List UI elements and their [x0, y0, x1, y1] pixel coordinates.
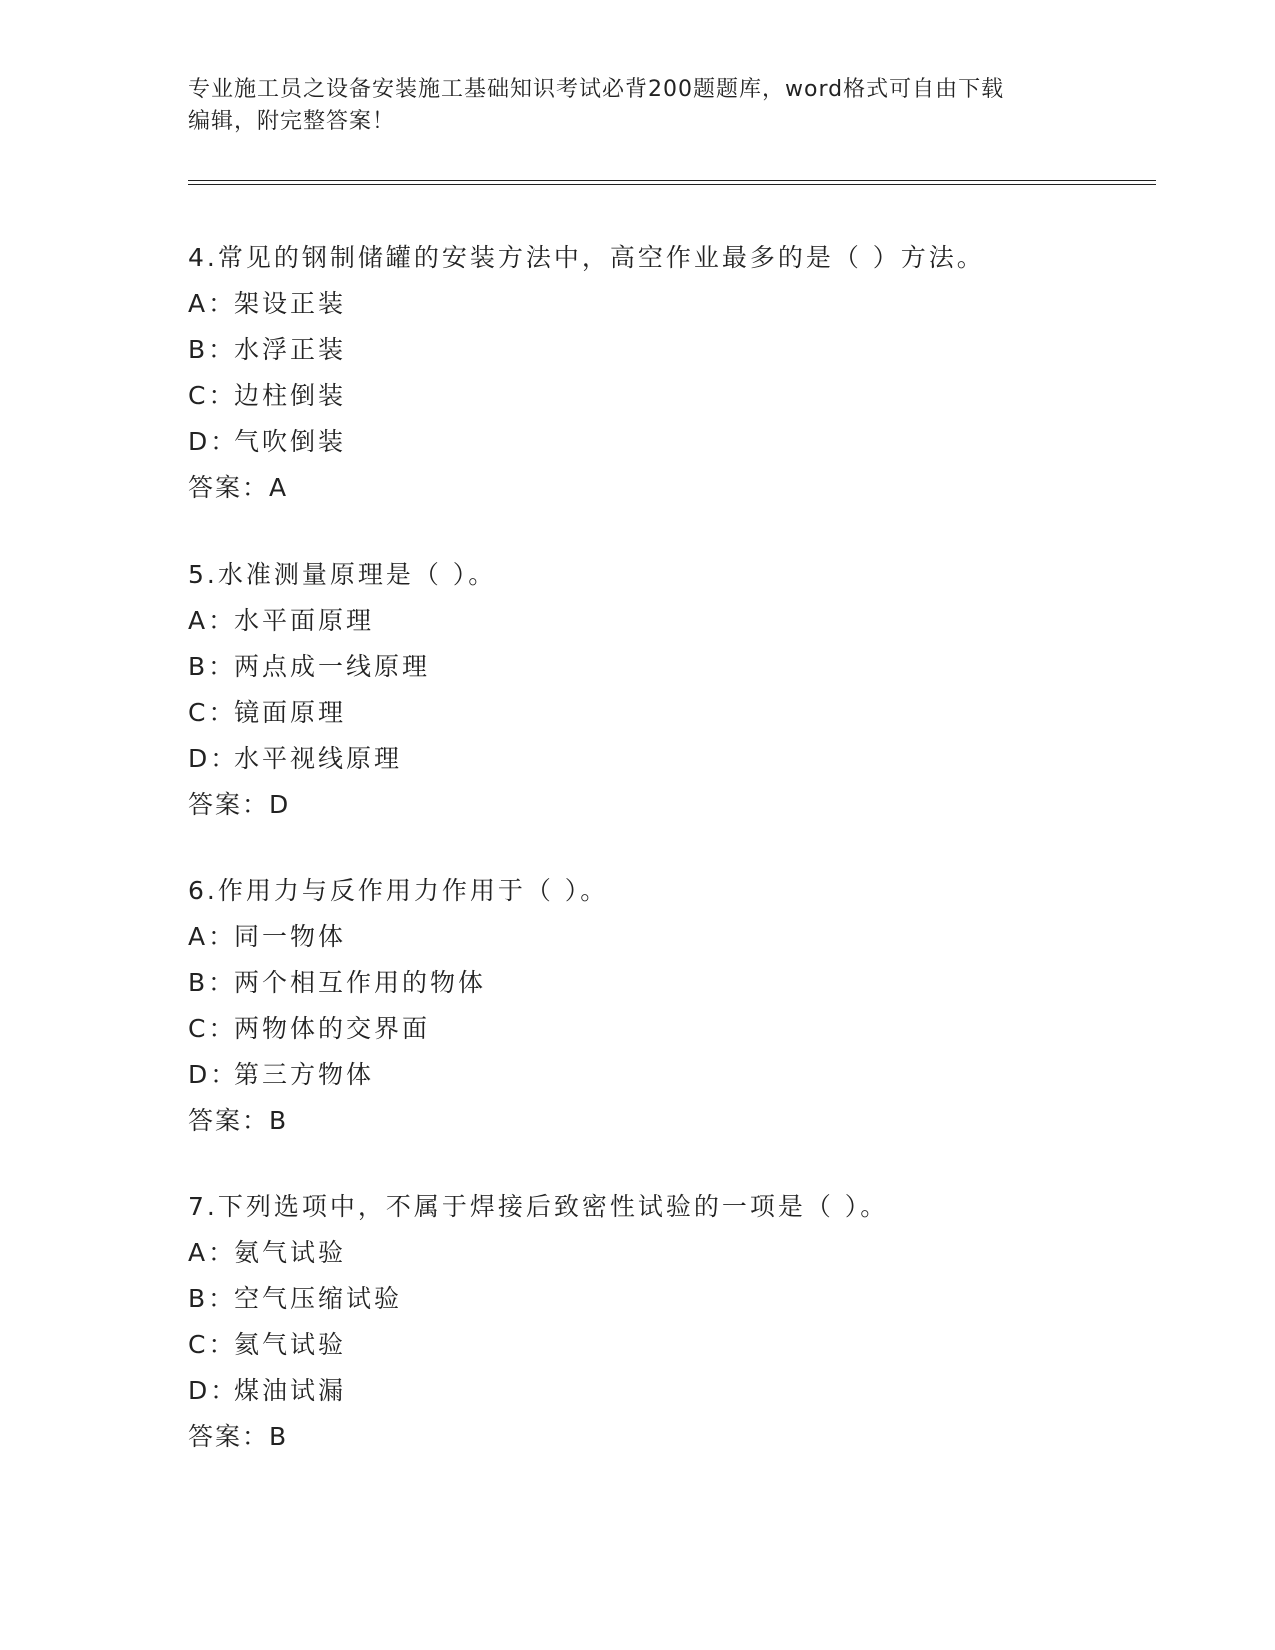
option-text: 两点成一线原理 [234, 652, 431, 681]
answer-label: 答案： [188, 473, 270, 502]
option-a [188, 1230, 1148, 1276]
question-stem: 7.下列选项中，不属于焊接后致密性试验的一项是（ ）。 [188, 1192, 889, 1221]
option-text: 水浮正装 [234, 335, 347, 364]
option-text: 氨气试验 [234, 1238, 347, 1267]
answer-label: 答案： [188, 1106, 270, 1135]
option-letter: A： [188, 922, 237, 951]
option-letter: C： [188, 698, 237, 727]
header-line-2: 编辑，附完整答案！ [188, 109, 396, 134]
option-letter: B： [188, 1284, 237, 1313]
option-letter: D： [188, 427, 239, 456]
header-divider-top [188, 180, 1156, 181]
option-text: 空气压缩试验 [234, 1284, 403, 1313]
document-header [188, 74, 1068, 138]
answer-line [188, 465, 1148, 511]
option-b [188, 1276, 1148, 1322]
option-text: 第三方物体 [234, 1060, 375, 1089]
header-divider-bottom [188, 184, 1156, 185]
option-d [188, 1368, 1148, 1414]
question-6 [188, 868, 1148, 1144]
option-a [188, 598, 1148, 644]
option-letter: B： [188, 335, 237, 364]
answer-line [188, 1414, 1148, 1460]
option-letter: D： [188, 1060, 239, 1089]
option-letter: C： [188, 381, 237, 410]
question-4 [188, 235, 1148, 511]
option-text: 架设正装 [234, 289, 347, 318]
option-b [188, 644, 1148, 690]
answer-value: A [269, 473, 288, 502]
question-stem: 4.常见的钢制储罐的安装方法中，高空作业最多的是（ ）方法。 [188, 243, 985, 272]
option-text: 煤油试漏 [234, 1376, 347, 1405]
option-text: 水平视线原理 [234, 744, 403, 773]
answer-label: 答案： [188, 790, 270, 819]
option-text: 边柱倒装 [234, 381, 347, 410]
option-text: 氦气试验 [234, 1330, 347, 1359]
option-letter: A： [188, 289, 237, 318]
option-letter: D： [188, 744, 239, 773]
option-c [188, 1006, 1148, 1052]
question-7 [188, 1184, 1148, 1460]
option-d [188, 419, 1148, 465]
option-a [188, 281, 1148, 327]
option-text: 水平面原理 [234, 606, 375, 635]
option-letter: A： [188, 606, 237, 635]
answer-line [188, 782, 1148, 828]
question-stem: 5.水准测量原理是（ ）。 [188, 560, 497, 589]
question-stem: 6.作用力与反作用力作用于（ ）。 [188, 876, 609, 905]
option-b [188, 960, 1148, 1006]
option-letter: D： [188, 1376, 239, 1405]
answer-value: B [269, 1106, 288, 1135]
option-d [188, 1052, 1148, 1098]
answer-value: D [269, 790, 290, 819]
option-text: 两物体的交界面 [234, 1014, 431, 1043]
option-text: 两个相互作用的物体 [234, 968, 487, 997]
answer-label: 答案： [188, 1422, 270, 1451]
option-a [188, 914, 1148, 960]
header-line-1: 专业施工员之设备安装施工基础知识考试必背200题题库，word格式可自由下载 [188, 77, 1005, 102]
question-5 [188, 552, 1148, 828]
option-letter: B： [188, 652, 237, 681]
option-d [188, 736, 1148, 782]
option-letter: B： [188, 968, 237, 997]
option-c [188, 1322, 1148, 1368]
option-letter: C： [188, 1014, 237, 1043]
option-letter: A： [188, 1238, 237, 1267]
answer-line [188, 1098, 1148, 1144]
option-text: 镜面原理 [234, 698, 347, 727]
option-text: 气吹倒装 [234, 427, 347, 456]
option-b [188, 327, 1148, 373]
option-text: 同一物体 [234, 922, 347, 951]
option-letter: C： [188, 1330, 237, 1359]
option-c [188, 690, 1148, 736]
option-c [188, 373, 1148, 419]
answer-value: B [269, 1422, 288, 1451]
